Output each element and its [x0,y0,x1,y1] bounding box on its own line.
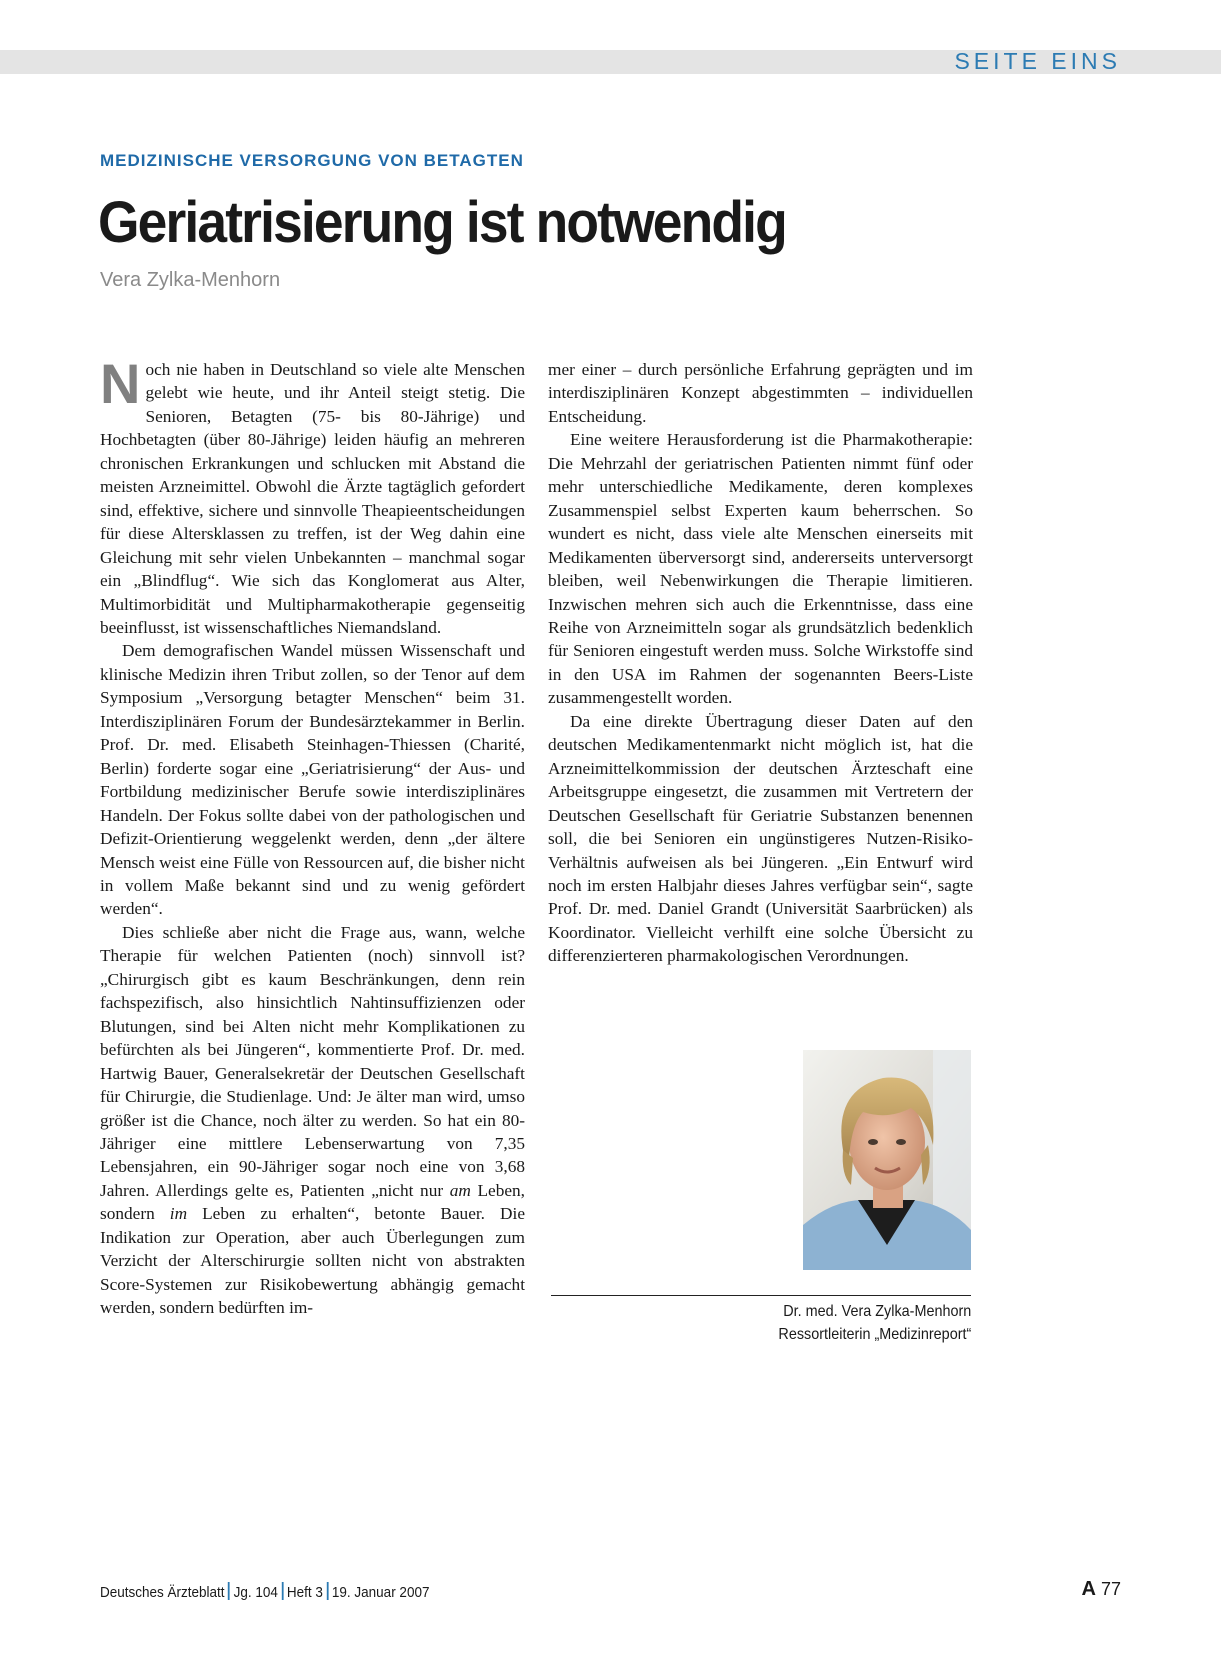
separator [326,1582,328,1600]
article-author: Vera Zylka-Menhorn [100,269,281,291]
paragraph [100,352,525,639]
paragraph-text: och nie haben in Deutschland so viele alte Menschen gelebt wie heute, und ihr Anteil steigt stetig. Die Senioren, Betagten (75- bis 80-Jährige) und Hochbetagten (über 80-Jährige) leiden häufig an mehreren chronischen Erkrankungen und schlucken mit Abstand die meisten Arzneimittel. Obwohl die Ärzte tagtäglich gefordert sind, effektive, sichere und sinnvolle Theapieentscheidungen für diese Altersklassen zu treffen, ist der Weg dahin eine Gleichung mit sehr vielen Unbekannten – manchmal sogar ein „Blindflug“. Wie sich das Konglomerat aus Alter, Multimorbidität und Multipharmakotherapie gegenseitig beeinflusst, ist wissenschaftliches Niemandsland. [100,360,525,637]
journal-name: Deutsches Ärzteblatt [100,1584,225,1601]
footer-citation [100,1582,429,1601]
article-column-1 [100,352,525,1320]
drop-cap: N [100,352,141,415]
issue: Heft 3 [286,1584,323,1601]
paragraph-text: Leben, sondern [100,1180,525,1224]
page-prefix: A [1081,1578,1096,1600]
emphasis: am [449,1180,471,1200]
separator [281,1582,283,1600]
page-number [1082,1578,1122,1601]
caption-rule [551,1295,971,1296]
paragraph: Eine weitere Herausforderung ist die Pharmakotherapie: Die Mehrzahl der geriatrischen Patienten nimmt fünf oder mehr unterschiedliche Medikamente, deren komplexes Zusammenspiel selbst Experten kaum beherrschen. So wundert es nicht, dass viele alte Menschen einerseits mit Medikamenten überversorgt sind, andererseits unterversorgt bleiben, weil Nebenwirkungen die Therapie limitieren. Inzwischen mehren sich auch die Erkenntnisse, dass eine Reihe von Arzneimitteln sogar als grundsätzlich bedenklich für Senioren eingestuft werden muss. Solche Wirkstoffe sind in den USA im Rahmen der sogenannten Beers-Liste zusammengestellt worden. [548,430,973,708]
paragraph: Dem demografischen Wandel müssen Wissenschaft und klinische Medizin ihren Tribut zollen, so der Tenor auf dem Symposium „Versorgung betagter Menschen“ beim 31. Interdisziplinären Forum der Bundesärztekammer in Berlin. Prof. Dr. med. Elisabeth Steinhagen-Thiessen (Charité, Berlin) forderte sogar eine „Geriatrisierung“ der Aus- und Fortbildung medizinischer Berufe sowie interdisziplinäres Handeln. Der Fokus sollte dabei von der pathologischen und Defizit-Orientierung weggelenkt werden, denn „der ältere Mensch weist eine Fülle von Ressourcen auf, die bisher nicht in vollem Maße bekannt sind und zu wenig gefördert werden“. [100,641,525,919]
photo-caption [757,1300,971,1346]
issue-date: 19. Januar 2007 [331,1584,430,1601]
caption-role: Ressortleiterin „Medizinreport“ [778,1326,971,1343]
author-portrait [803,1050,971,1270]
volume: Jg. 104 [233,1584,278,1601]
paragraph-text: Dies schließe aber nicht die Frage aus, wann, welche Therapie für welchen Patienten (noch) sinnvoll ist? „Chirurgisch gibt es kaum Beschränkungen, denn rein fachspezifisch, also hinsichtlich Nahtinsuffizienzen oder Blutungen, sind bei Alten nicht mehr Komplikationen zu befürchten als bei Jüngeren“, kommentierte Prof. Dr. med. Hartwig Bauer, Generalsekretär der Deutschen Gesellschaft für Chirurgie, die Studienlage. Und: Je älter man wird, umso größer ist die Chance, noch älter zu werden. So hat ein 80-Jähriger eine mittlere Lebenserwartung von 7,35 Lebensjahren, ein 90-Jähriger sogar noch eine von 3,68 Jahren. Allerdings gelte es, Patienten „nicht nur [100,922,525,1200]
article-kicker: MEDIZINISCHE VERSORGUNG VON BETAGTEN [100,151,524,170]
paragraph-text: Leben zu erhalten“, betonte Bauer. Die Indikation zur Operation, aber auch Überlegungen zum Verzicht der Alterschirurgie sollten nicht von abstrakten Score-Systemen zur Risikobewertung abhängig gemacht werden, sondern bedürften im- [100,1204,525,1318]
page-number-value: 77 [1100,1579,1121,1599]
article-column-2 [548,358,973,968]
emphasis: im [169,1204,188,1224]
paragraph [100,921,525,1320]
separator [228,1582,230,1600]
article-title: Geriatrisierung ist notwendig [98,190,786,255]
paragraph: mer einer – durch persönliche Erfahrung geprägten und im interdisziplinären Konzept abgestimmten – individuellen Entscheidung. [548,360,973,426]
paragraph: Da eine direkte Übertragung dieser Daten auf den deutschen Medikamentenmarkt nicht möglich ist, hat die Arzneimittelkommission der deutschen Ärzteschaft eine Arbeitsgruppe eingesetzt, die zusammen mit Vertretern der Deutschen Gesellschaft für Geriatrie Substanzen benennen soll, die bei Senioren ein ungünstigeres Nutzen-Risiko-Verhältnis aufweisen als bei Jüngeren. „Ein Entwurf wird noch im ersten Halbjahr dieses Jahres verfügbar sein“, sagte Prof. Dr. med. Daniel Grandt (Universität Saarbrücken) als Koordinator. Vielleicht verhilft eine solche Übersicht zu differenzierteren pharmakologischen Verordnungen. [548,711,973,966]
caption-name: Dr. med. Vera Zylka-Menhorn [782,1303,971,1320]
section-label: SEITE EINS [954,48,1121,74]
